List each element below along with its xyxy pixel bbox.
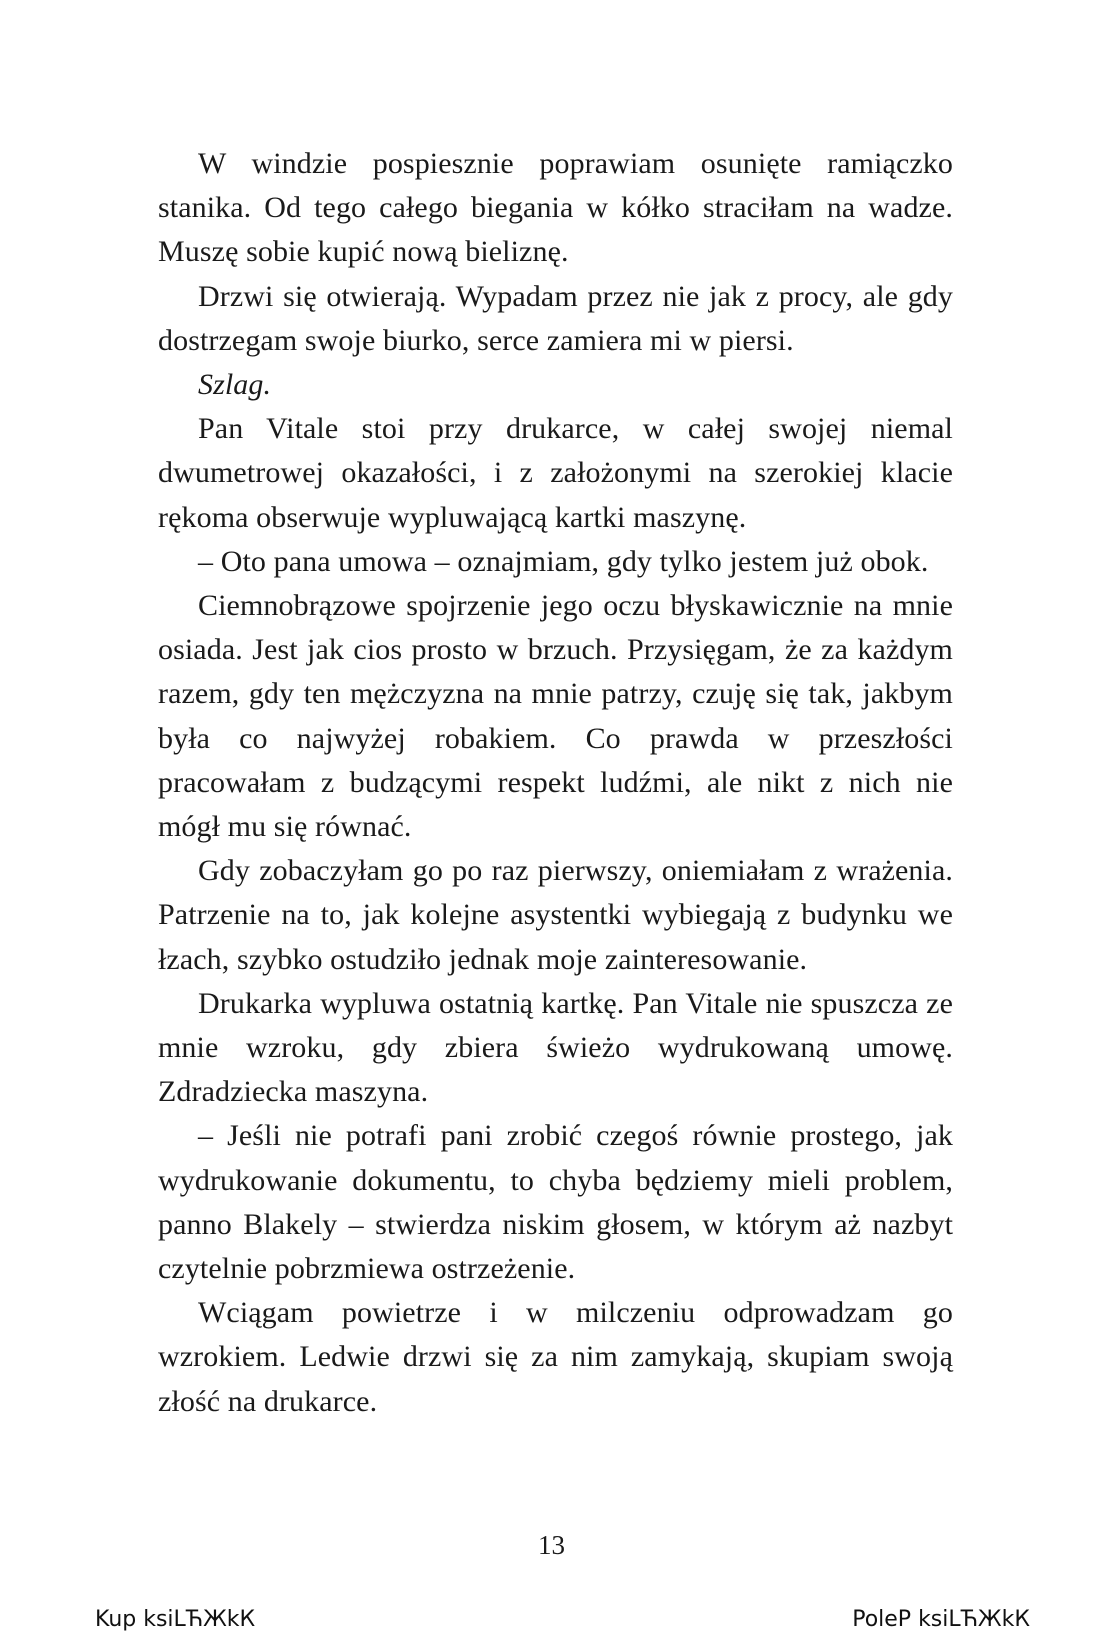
paragraph: – Jeśli nie potrafi pani zrobić czegoś równie prostego, jak wydrukowanie dokumentu, to chyba będziemy mieli problem, panno Blakely – stwierdza niskim głosem, w którym aż nazbyt czytelnie pobrzmiewa ostrzeżenie. — [158, 1119, 953, 1286]
buy-book-link[interactable]: Kup ksiLЋЖkК — [95, 1607, 256, 1632]
recommend-book-link[interactable]: PoleР ksiLЋЖkК — [852, 1607, 1030, 1632]
paragraph: – Oto pana umowa – oznajmiam, gdy tylko jestem już obok. — [198, 544, 929, 578]
page-number: 13 — [538, 1530, 565, 1560]
body-text — [158, 142, 953, 1424]
paragraph: Wciągam powietrze i w milczeniu odprowadzam go wzrokiem. Ledwie drzwi się za nim zamykają, skupiam swoją złość na drukarce. — [158, 1296, 953, 1418]
paragraph: Ciemnobrązowe spojrzenie jego oczu błyskawicznie na mnie osiada. Jest jak cios prosto w brzuch. Przysięgam, że za każdym razem, gdy ten mężczyzna na mnie patrzy, czuję się tak, jakbym była co najwyżej robakiem. Co prawda w przeszłości pracowałam z budzącymi respekt ludźmi, ale nikt z nich nie mógł mu się równać. — [158, 589, 953, 844]
paragraph: Drukarka wypluwa ostatnią kartkę. Pan Vitale nie spuszcza ze mnie wzroku, gdy zbiera świeżo wydrukowaną umowę. Zdradziecka maszyna. — [158, 986, 953, 1109]
paragraph: Drzwi się otwierają. Wypadam przez nie jak z procy, ale gdy dostrzegam swoje biurko, serce zamiera mi w piersi. — [158, 279, 953, 357]
paragraph: W windzie pospiesznie poprawiam osunięte ramiączko stanika. Od tego całego biegania w kółko straciłam na wadze. Muszę sobie kupić nową bieliznę. — [158, 147, 953, 269]
paragraph-italic: Szlag. — [198, 368, 272, 402]
paragraph: Pan Vitale stoi przy drukarce, w całej swojej niemal dwumetrowej okazałości, i z założonymi na szerokiej klacie rękoma obserwuje wypluwającą kartki maszynę. — [158, 412, 953, 534]
paragraph: Gdy zobaczyłam go po raz pierwszy, oniemiałam z wrażenia. Patrzenie na to, jak kolejne asystentki wybiegają z budynku we łzach, szybko ostudziło jednak moje zainteresowanie. — [158, 854, 953, 976]
